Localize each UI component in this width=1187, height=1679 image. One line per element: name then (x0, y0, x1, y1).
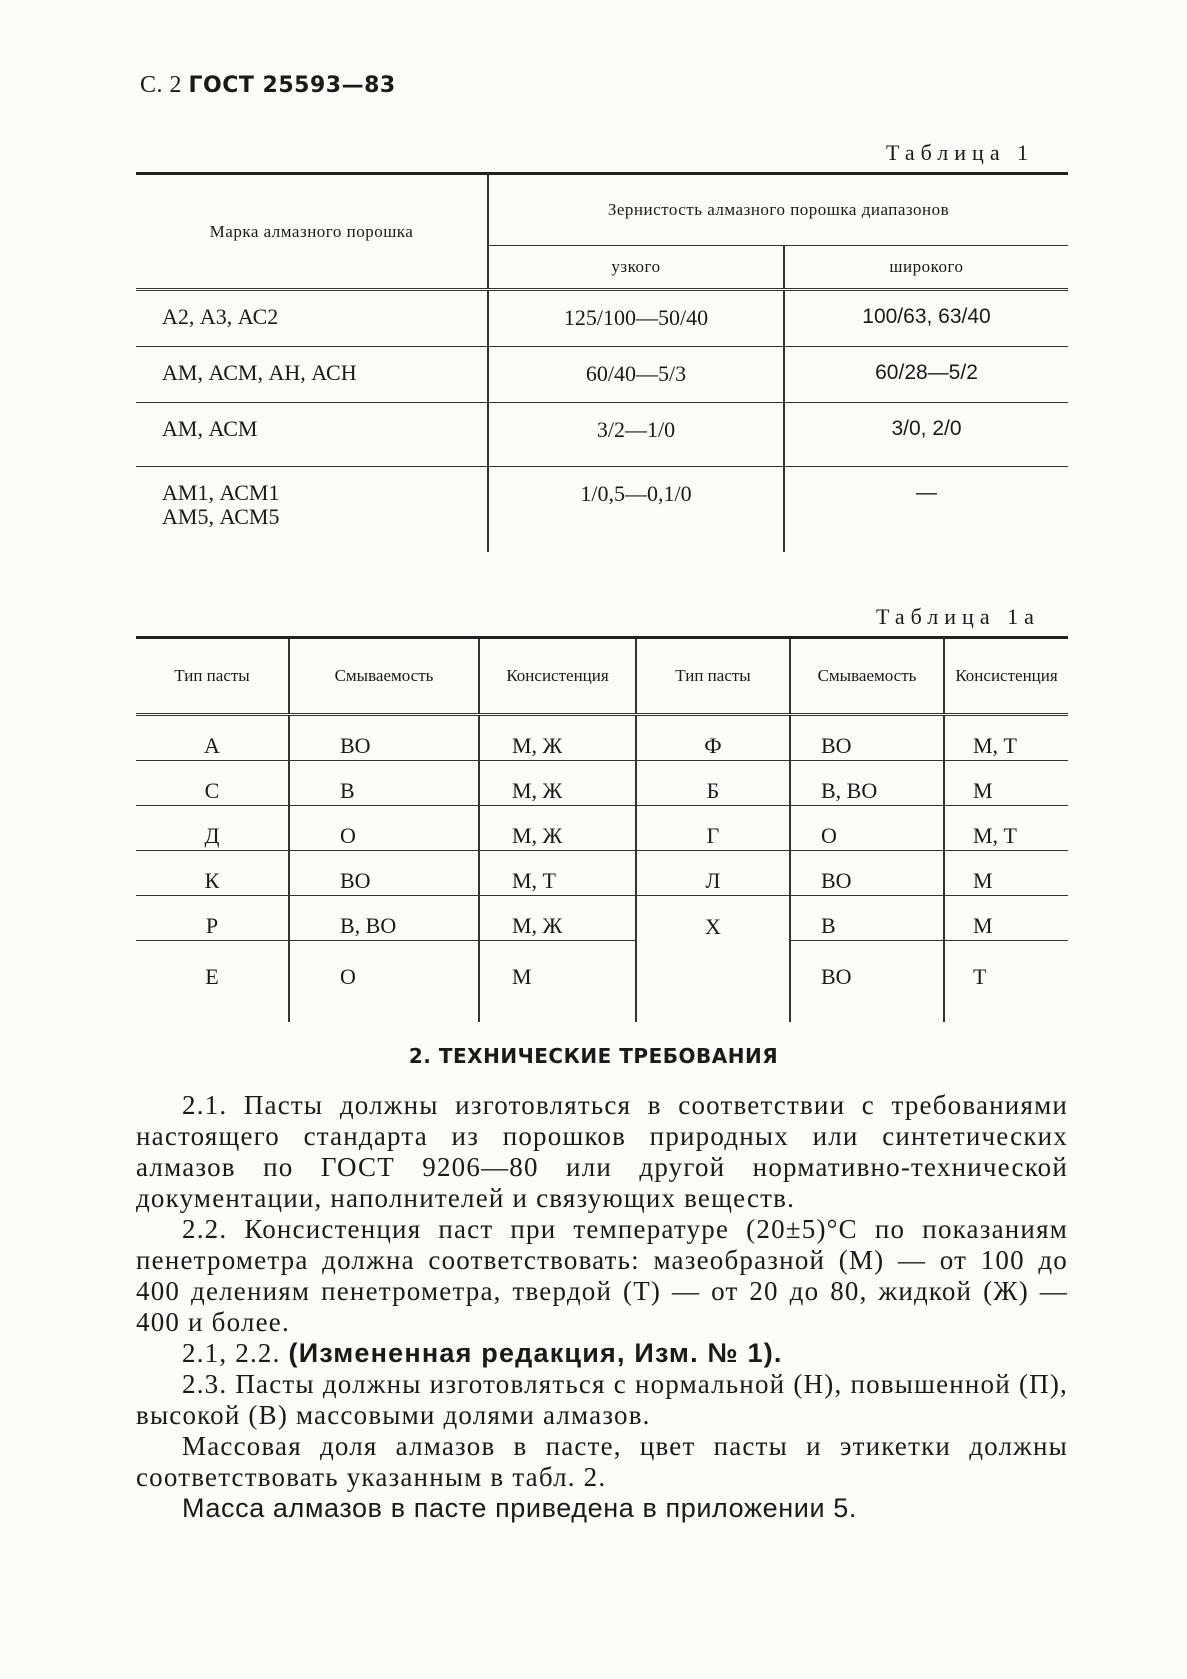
table1a (136, 636, 1068, 1022)
table1a-cell: М, Ж (479, 761, 636, 806)
table1-header-grain: Зернистость алмазного порошка диапазонов (488, 174, 1068, 246)
table-row (136, 851, 1068, 896)
table1a-cell: А (136, 715, 289, 761)
table1a-header-consistency-2: Консистенция (944, 638, 1068, 715)
table1a-cell: М, Т (944, 806, 1068, 851)
table1a-header-consistency: Консистенция (479, 638, 636, 715)
table1a-cell: М (944, 761, 1068, 806)
table1a-cell (636, 941, 790, 1023)
standard-code: ГОСТ 25593—83 (188, 73, 396, 98)
table1a-cell: Е (205, 964, 219, 989)
table1-cell-wide: 60/28—5/2 (784, 347, 1068, 403)
paragraph-2-3: 2.3. Пасты должны изготовляться с нормальной (Н), повышенной (П), высокой (В) массовыми долями алмазов. (136, 1369, 1068, 1430)
table-row (136, 761, 1068, 806)
table-row (136, 290, 1068, 347)
table1a-cell: К (136, 851, 289, 896)
table1a-cell: О (790, 806, 944, 851)
table1a-cell: В (790, 896, 944, 941)
table1-cell-narrow: 1/0,5—0,1/0 (488, 467, 784, 553)
table1-header-wide: широкого (784, 246, 1068, 290)
table1a-header-type: Тип пасты (174, 666, 250, 685)
table1a-cell: ВО (790, 715, 944, 761)
page-header (140, 72, 396, 99)
table1a-cell: О (289, 941, 479, 1023)
table1a-cell: М, Ж (479, 806, 636, 851)
table1a-cell: ВО (289, 851, 479, 896)
paragraph-2-2: 2.2. Консистенция паст при температуре (20±5)°С по показаниям пенетрометра должна соответствовать: мазеобразной (М) — от 100 до 400 делениям пенетрометра, твердой (Т) — от 20 до 80, жидкой (Ж) — 400 и более. (136, 1214, 1068, 1337)
paragraph-mass-fraction: Массовая доля алмазов в пасте, цвет пасты и этикетки должны соответствовать указанным в табл. 2. (136, 1431, 1068, 1492)
table1a-cell: В, ВО (289, 896, 479, 941)
table1a-cell: Д (136, 806, 289, 851)
table1-cell-mark: А2, А3, АС2 (162, 304, 279, 329)
section-title: 2. ТЕХНИЧЕСКИЕ ТРЕБОВАНИЯ (408, 1044, 779, 1068)
table1a-cell: В, ВО (790, 761, 944, 806)
table1a-cell: Г (636, 806, 790, 851)
table1a-cell: М, Ж (479, 896, 636, 941)
table1a-cell: ВО (790, 941, 944, 1023)
table1a-cell: О (289, 806, 479, 851)
table-row (136, 806, 1068, 851)
table1-header-mark: Марка алмазного порошка (209, 221, 414, 241)
table1-caption: Таблица 1 (886, 140, 1035, 165)
page-number: С. 2 (140, 72, 183, 98)
table-row (136, 941, 1068, 1023)
table1 (136, 172, 1068, 552)
table-row (136, 403, 1068, 467)
table1a-cell: М, Т (479, 851, 636, 896)
paragraph-appendix-ref: Масса алмазов в пасте приведена в приложении 5. (182, 1493, 857, 1523)
table1-cell-wide: 3/0, 2/0 (784, 403, 1068, 467)
table1a-cell: Л (636, 851, 790, 896)
table1-cell-narrow: 125/100—50/40 (488, 290, 784, 347)
table1-cell-mark: АМ1, АСМ1 АМ5, АСМ5 (162, 480, 280, 529)
table1a-header-wash-2: Смываемость (790, 638, 944, 715)
table1a-cell: Ф (636, 715, 790, 761)
table1a-cell: Т (944, 941, 1068, 1023)
table1-cell-wide: — (784, 467, 1068, 553)
table1-cell-narrow: 3/2—1/0 (488, 403, 784, 467)
table1a-cell: М (944, 851, 1068, 896)
table1-cell-mark: АМ, АСМ (162, 416, 258, 441)
table1a-header-type-2: Тип пасты (636, 638, 790, 715)
table1a-cell: Б (636, 761, 790, 806)
table1a-header-wash: Смываемость (289, 638, 479, 715)
table1-cell-narrow: 60/40—5/3 (488, 347, 784, 403)
table1a-cell: ВО (790, 851, 944, 896)
section-body (136, 1090, 1068, 1524)
table-row (136, 467, 1068, 553)
table1a-cell: М (944, 896, 1068, 941)
table-row (136, 896, 1068, 941)
paragraph-2-1: 2.1. Пасты должны изготовляться в соответствии с требованиями настоящего стандарта из порошков природных или синтетических алмазов по ГОСТ 9206—80 или другой нормативно-технической документации, наполнителей и связующих веществ. (136, 1090, 1068, 1213)
table1-header-narrow: узкого (488, 246, 784, 290)
amendment-note: (Измененная редакция, Изм. № 1). (288, 1338, 783, 1368)
table1a-cell: Х (636, 896, 790, 941)
table-row (136, 715, 1068, 761)
table1a-caption: Таблица 1а (876, 604, 1040, 629)
table1-cell-mark: АМ, АСМ, АН, АСН (162, 360, 357, 385)
paragraph-amendment: 2.1, 2.2. (Измененная редакция, Изм. № 1). (182, 1338, 783, 1368)
table1a-cell: М, Ж (479, 715, 636, 761)
table1a-cell: Р (136, 896, 289, 941)
table1-cell-wide: 100/63, 63/40 (784, 290, 1068, 347)
table-row (136, 347, 1068, 403)
table1a-cell: ВО (289, 715, 479, 761)
table1a-cell: С (136, 761, 289, 806)
table1a-cell: М (479, 941, 636, 1023)
table1a-cell: В (289, 761, 479, 806)
table1a-cell: М, Т (944, 715, 1068, 761)
